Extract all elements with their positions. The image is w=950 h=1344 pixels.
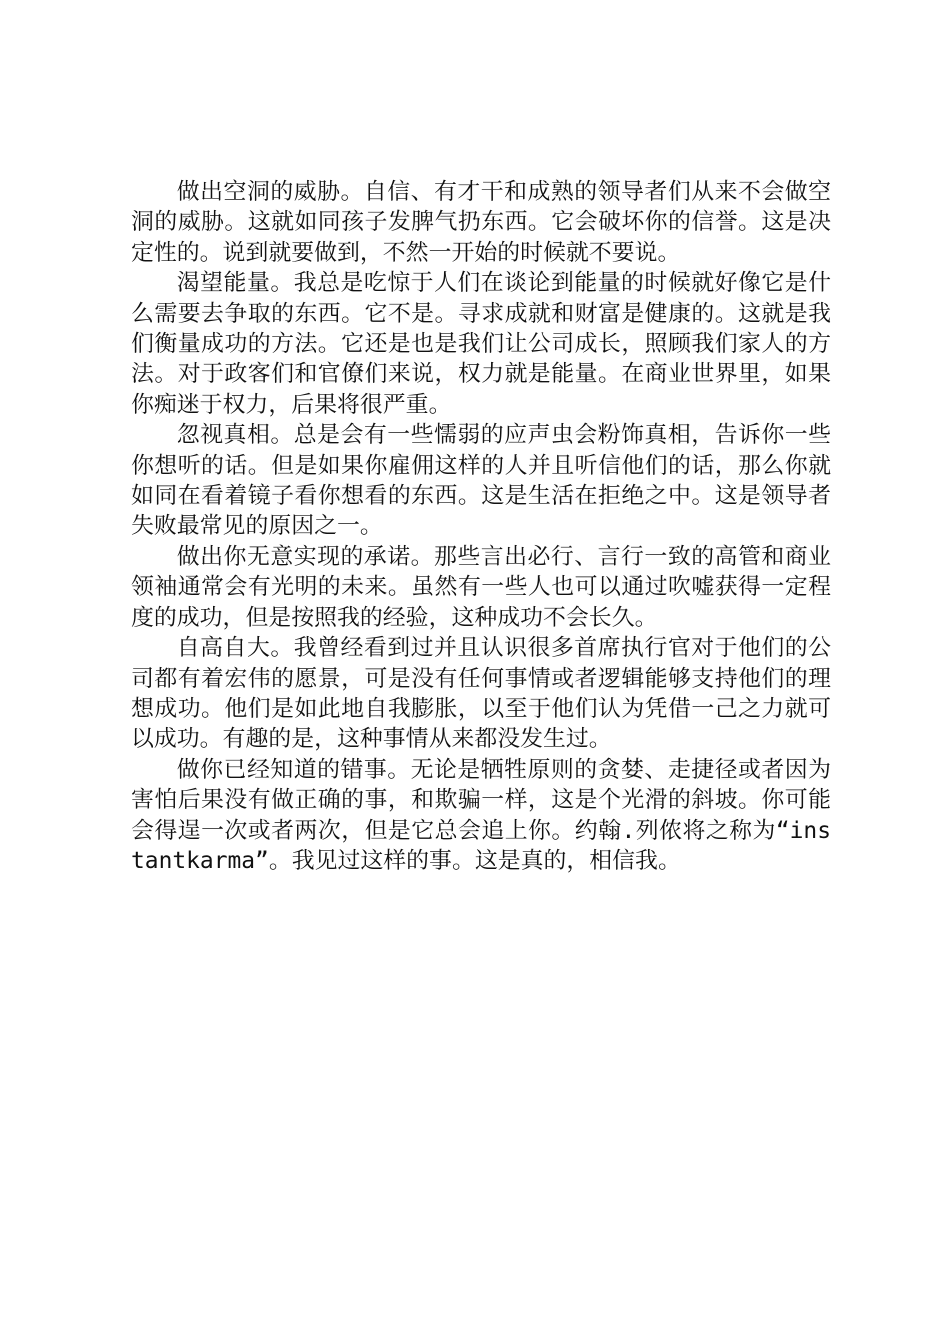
paragraph-ignoring-truth: 忽视真相。总是会有一些懦弱的应声虫会粉饰真相，告诉你一些你想听的话。但是如果你雇佣这样的人并且听信他们的话，那么你就如同在看着镜子看你想看的东西。这是生活在拒绝之中。这是领导者失败最常见的原因之一。 — [131, 422, 831, 540]
paragraph-empty-threats: 做出空洞的威胁。自信、有才干和成熟的领导者们从来不会做空洞的威胁。这就如同孩子发脾气扔东西。它会破坏你的信誉。这是决定性的。说到就要做到，不然一开始的时候就不要说。 — [131, 179, 831, 266]
paragraph-craving-power: 渴望能量。我总是吃惊于人们在谈论到能量的时候就好像它是什么需要去争取的东西。它不是。寻求成就和财富是健康的。这就是我们衡量成功的方法。它还是也是我们让公司成长，照顾我们家人的方法。对于政客们和官僚们来说，权力就是能量。在商业世界里，如果你痴迷于权力，后果将很严重。 — [131, 270, 831, 418]
paragraph-knowing-wrong: 做你已经知道的错事。无论是牺牲原则的贪婪、走捷径或者因为害怕后果没有做正确的事，和欺骗一样，这是个光滑的斜坡。你可能会得逞一次或者两次，但是它总会追上你。约翰.列侬将之称为“instantkarma”。我见过这样的事。这是真的，相信我。 — [131, 756, 831, 874]
paragraph-empty-promises: 做出你无意实现的承诺。那些言出必行、言行一致的高管和商业领袖通常会有光明的未来。虽然有一些人也可以通过吹嘘获得一定程度的成功，但是按照我的经验，这种成功不会长久。 — [131, 543, 831, 631]
paragraph-arrogance: 自高自大。我曾经看到过并且认识很多首席执行官对于他们的公司都有着宏伟的愿景，可是没有任何事情或者逻辑能够支持他们的理想成功。他们是如此地自我膨胀，以至于他们认为凭借一己之力就可以成功。有趣的是，这种事情从来都没发生过。 — [131, 635, 831, 753]
document-body — [131, 177, 831, 876]
